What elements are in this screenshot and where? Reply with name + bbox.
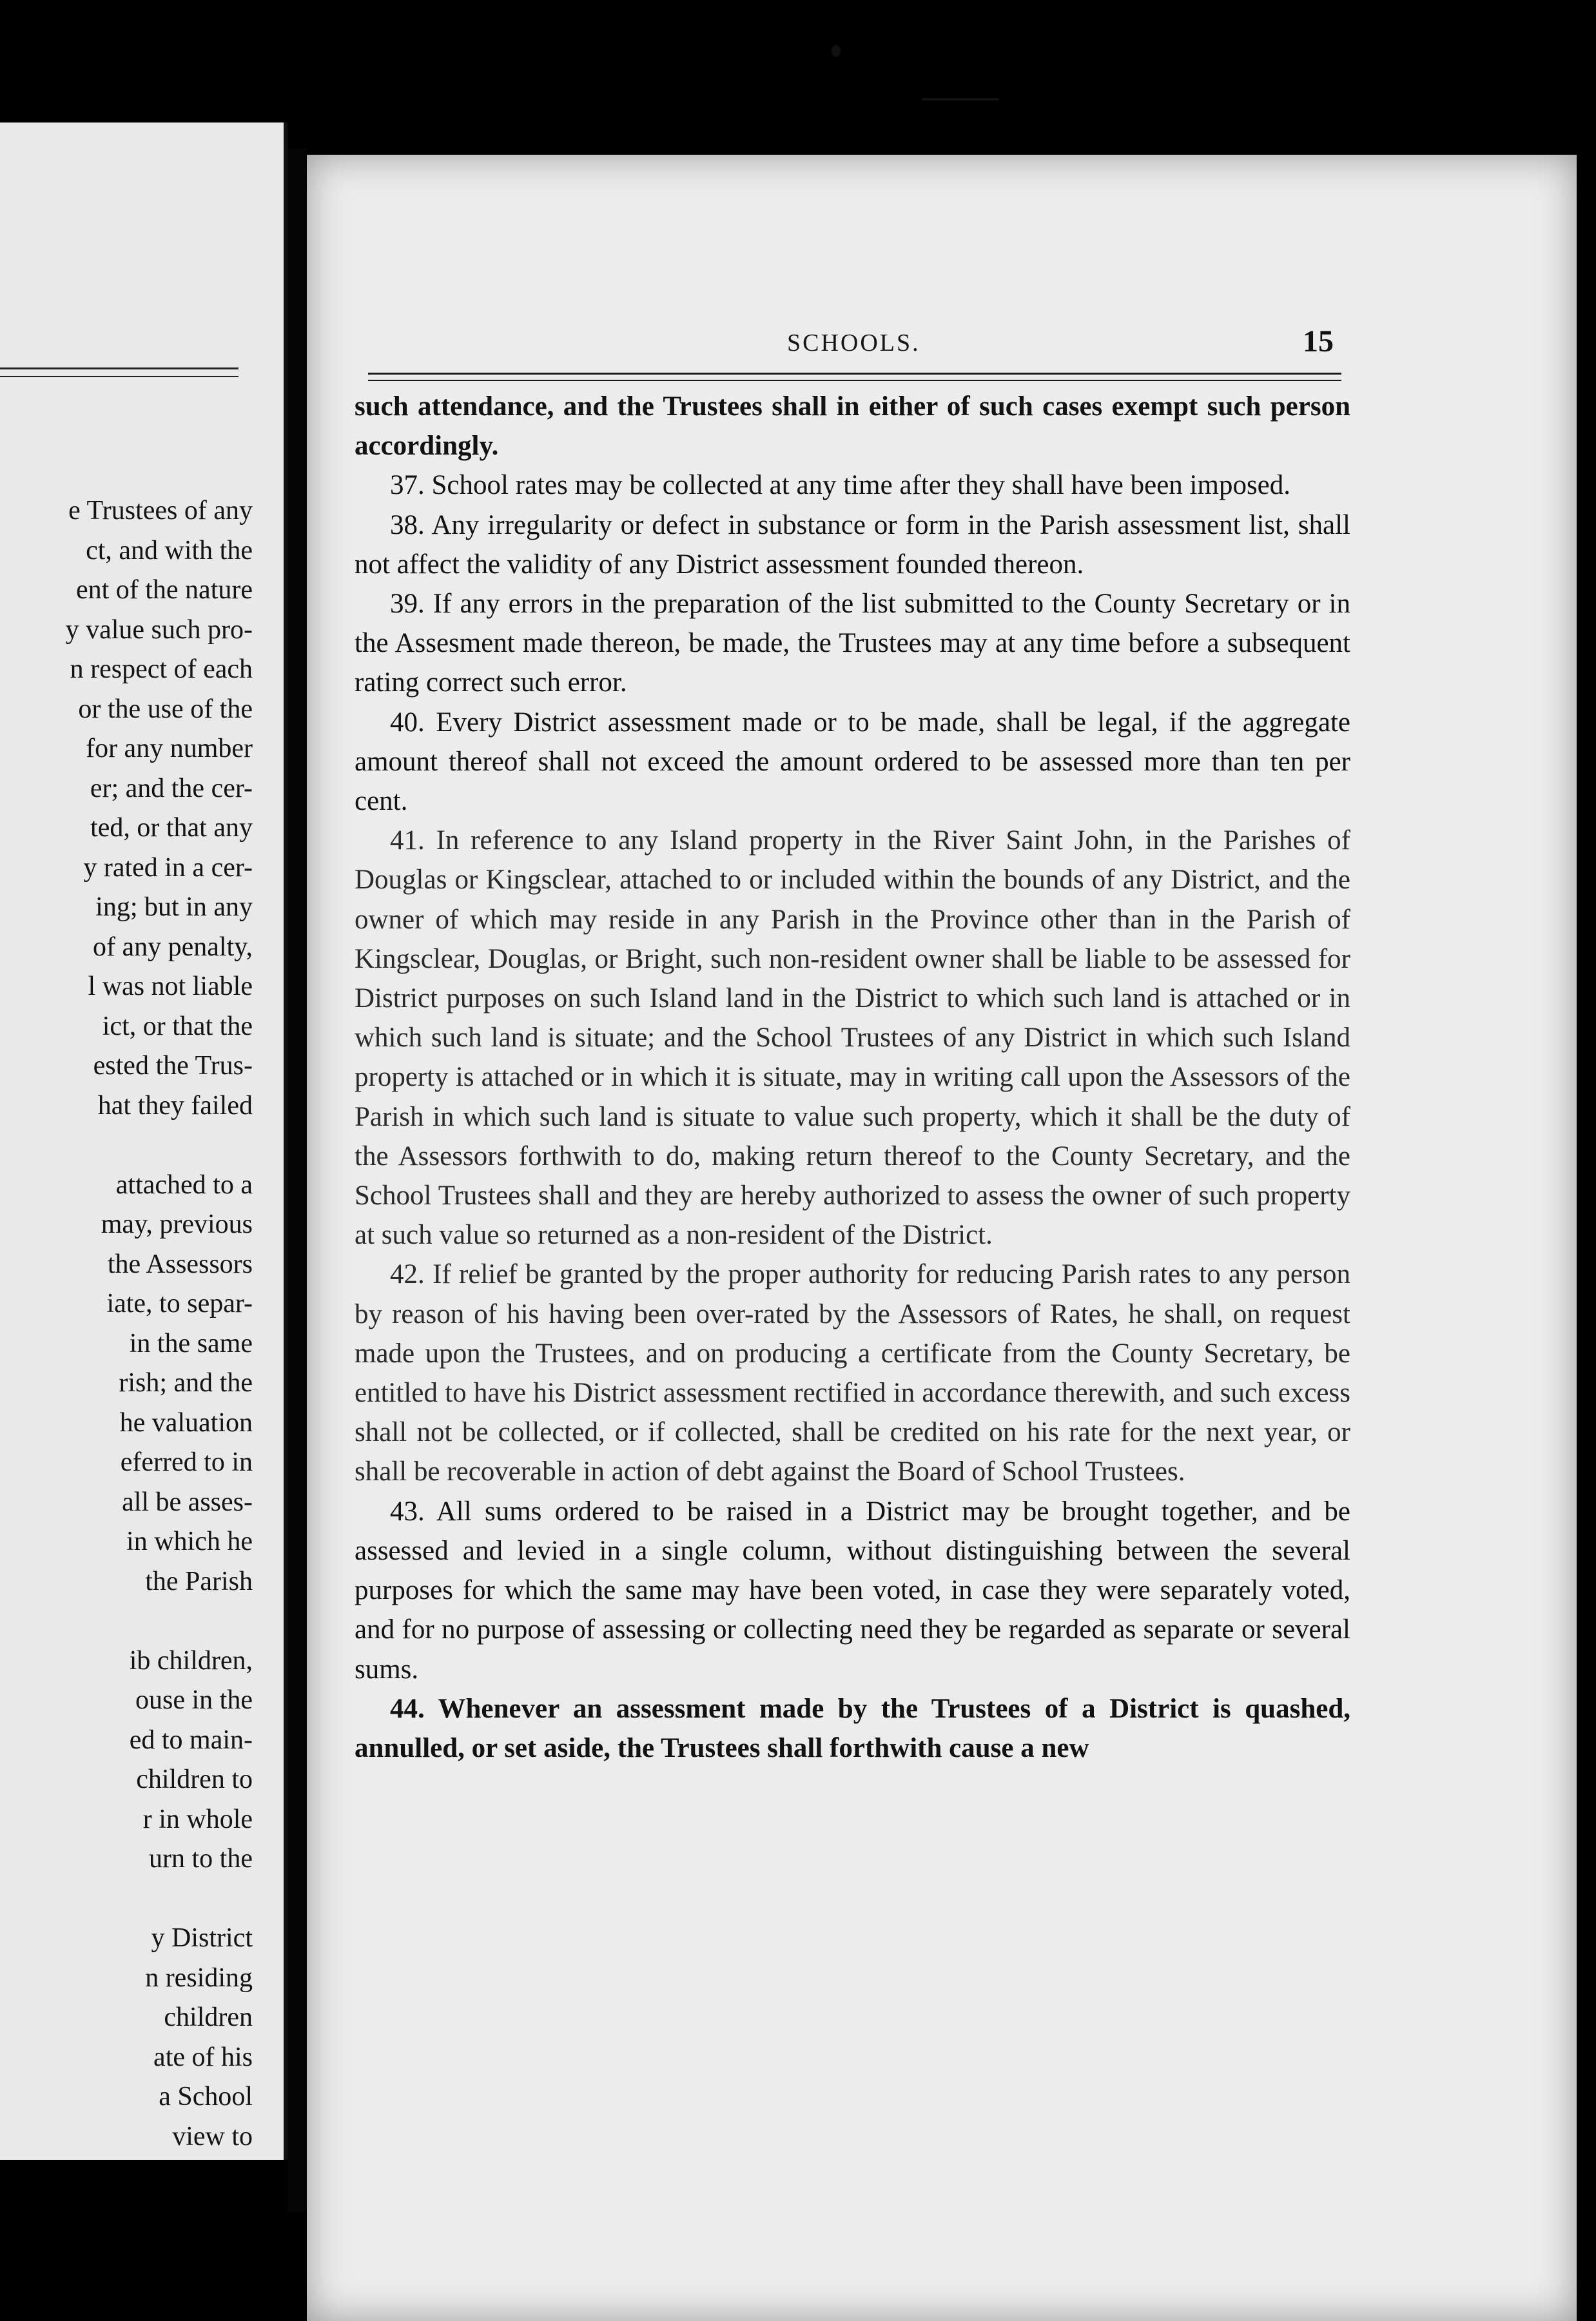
left-page-line: hat they failed: [97, 1090, 253, 1121]
paragraph: 41. In reference to any Island property in the River Saint John, in the Parishes of Douglas or Kingsclear, attached to or included within the bounds of any District, and the owner of which may reside in any Parish in the Province other than in the Parish of Kingsclear, Douglas, or Bright, such non-resident owner shall be liable to be assessed for District purposes on such Island land in the District to which such land is attached or in which such land is situate; and the School Trustees of any District in which such Island property is attached or in which it is situate, may in writing call upon the Assessors of the Parish in which such land is situate to value such property, which it shall be the duty of the Assessors forthwith to do, making return thereof to the County Secretary, and the School Trustees shall and they are hereby authorized to assess the owner of such property at such value so returned as a non-resident of the District.: [355, 825, 1350, 1251]
left-page-line: ct, and with the: [86, 535, 253, 565]
paragraph: 38. Any irregularity or defect in substance or form in the Parish assessment list, shall not affect the validity of any District assessment founded thereon.: [355, 509, 1350, 580]
left-page-line: ouse in the: [135, 1685, 253, 1715]
left-page-line: the Parish: [145, 1566, 253, 1596]
left-page-line: in which he: [126, 1527, 253, 1556]
left-page-line: attached to a: [115, 1170, 253, 1200]
left-page-line: a School: [159, 2082, 253, 2111]
left-page-line: r in whole: [142, 1804, 253, 1834]
left-page-line: eferred to in: [120, 1447, 253, 1477]
left-page-line: ing; but in any: [95, 892, 253, 922]
left-page-line: ent of the nature: [75, 575, 253, 605]
scan-speck: [922, 98, 999, 101]
left-page-line: n respect of each: [70, 654, 253, 684]
left-page-line: iate, to separ-: [106, 1289, 253, 1318]
left-page-line: he valuation: [119, 1407, 253, 1438]
left-header-rule: [0, 367, 238, 377]
paragraph: 40. Every District assessment made or to be made, shall be legal, if the aggregate amount thereof shall not exceed the amount ordered to be assessed more than ten per cent.: [355, 707, 1350, 817]
left-page-line: children: [164, 2003, 253, 2032]
left-page: [0, 122, 287, 2160]
left-page-line: ted, or that any: [90, 813, 253, 843]
left-page-line: n residing: [145, 1963, 253, 1993]
right-page: [307, 155, 1577, 2321]
left-page-line: ib children,: [129, 1645, 253, 1676]
left-page-line: y rated in a cer-: [83, 852, 253, 883]
left-page-line: or the use of the: [78, 694, 253, 724]
paragraph: 39. If any errors in the preparation of the list submitted to the County Secretary or in the Assesment made thereon, be made, the Trustees may at any time before a subsequent rating correct such error.: [355, 589, 1350, 698]
left-page-line: all be asses-: [122, 1487, 253, 1517]
left-page-line: the Assessors: [107, 1249, 253, 1279]
left-page-line: ict, or that the: [102, 1011, 253, 1041]
left-page-line: rish; and the: [119, 1368, 253, 1398]
left-page-line: er; and the cer-: [90, 773, 253, 803]
paragraph: 43. All sums ordered to be raised in a District may be brought together, and be assessed and levied in a single column, without distinguishing between the several purposes for which the same may have been voted, in case they were separately voted, and for no purpose of assessing or collecting need they be regarded as separate or several sums.: [355, 1496, 1350, 1685]
left-page-line: l was not liable: [88, 972, 253, 1001]
left-page-line: view to: [172, 2121, 253, 2151]
left-page-line: of any penalty,: [92, 932, 253, 962]
left-page-line: e Trustees of any: [68, 496, 253, 525]
left-page-line: ed to main-: [129, 1725, 253, 1755]
left-page-line: [0, 1601, 253, 1641]
running-head: [307, 324, 1577, 367]
left-page-line: urn to the: [149, 1844, 253, 1874]
body-text: [355, 387, 1350, 1768]
left-page-line: children to: [136, 1765, 253, 1794]
left-page-line: y District: [151, 1923, 253, 1953]
page-number: 15: [1303, 324, 1334, 358]
scan-speck: [832, 45, 841, 57]
left-page-line: [0, 1126, 253, 1166]
running-title: SCHOOLS.: [787, 329, 920, 357]
book-gutter: [287, 148, 307, 2211]
paragraph: 42. If relief be granted by the proper authority for reducing Parish rates to any person by reason of his having been over-rated by the Assessors of Rates, he shall, on request made upon the Trustees, and on producing a certificate from the County Secretary, be entitled to have his District assessment rectified in accordance therewith, and such excess shall not be collected, or if collected, shall be credited on his rate for the next year, or shall be recoverable in action of debt against the Board of School Trustees.: [355, 1259, 1350, 1487]
header-rule: [368, 373, 1341, 381]
left-page-text: [0, 491, 253, 2157]
left-page-line: for any number: [86, 734, 253, 763]
left-page-line: in the same: [129, 1328, 253, 1358]
left-page-line: y value such pro-: [65, 614, 253, 645]
left-page-line: may, previous: [101, 1209, 253, 1239]
left-page-line: ested the Trus-: [93, 1051, 253, 1081]
left-page-line: [0, 1879, 253, 1919]
paragraph: 37. School rates may be collected at any time after they shall have been imposed.: [390, 470, 1291, 501]
paragraph: such attendance, and the Trustees shall in either of such cases exempt such person accordingly.: [355, 391, 1350, 462]
paragraph: 44. Whenever an assessment made by the Trustees of a District is quashed, annulled, or set aside, the Trustees shall forthwith cause a new: [355, 1693, 1350, 1763]
left-page-line: ate of his: [153, 2042, 253, 2072]
